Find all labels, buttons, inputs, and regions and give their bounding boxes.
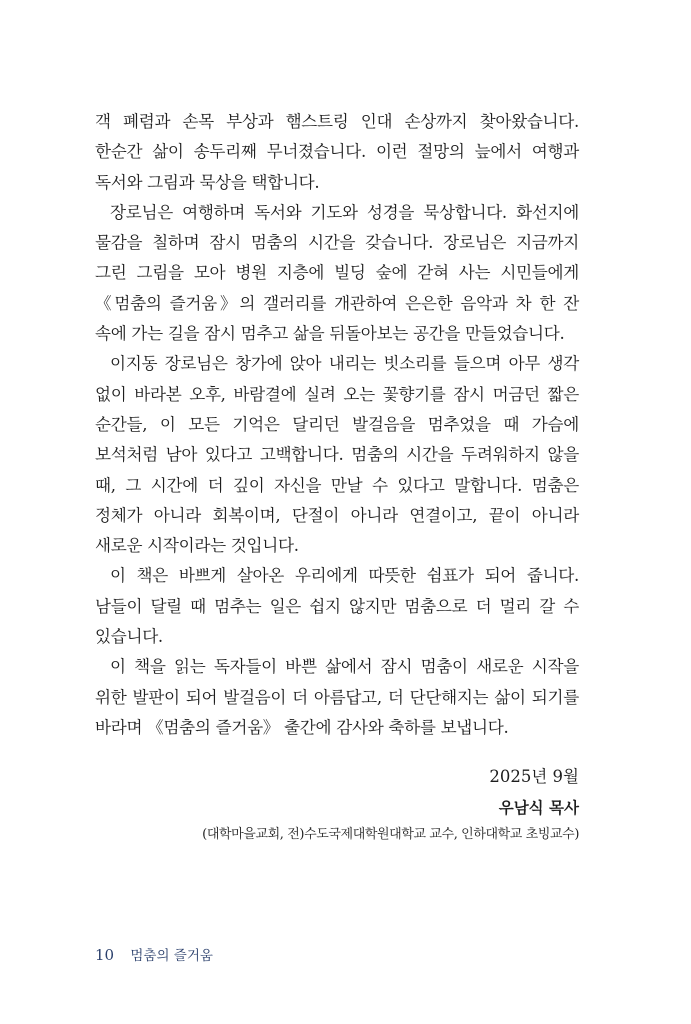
paragraph-2: 장로님은 여행하며 독서와 기도와 성경을 묵상합니다. 화선지에 물감을 칠하며 잠시 멈춤의 시간을 갖습니다. 장로님은 지금까지 그린 그림을 모아 병원 지층에 빌딩 숲에 갇혀 사는 시민들에게 《멈춤의 즐거움》의 갤러리를 개관하여 은은한 음악과 차 한 잔 속에 가는 길을 잠시 멈추고 삶을 뒤돌아보는 공간을 만들었습니다. xyxy=(95,202,579,344)
signature-name: 우남식 목사 xyxy=(498,799,579,817)
signature-affiliation: (대학마을교회, 전)수도국제대학원대학교 교수, 인하대학교 초빙교수) xyxy=(202,827,579,842)
paragraph-4: 이 책은 바쁘게 살아온 우리에게 따뜻한 쉼표가 되어 줍니다. 남들이 달릴 때 멈추는 일은 쉽지 않지만 멈춤으로 더 멀리 갈 수 있습니다. xyxy=(95,566,579,647)
paragraph-5: 이 책을 읽는 독자들이 바쁜 삶에서 잠시 멈춤이 새로운 시작을 위한 발판이 되어 발걸음이 더 아름답고, 더 단단해지는 삶이 되기를 바라며 《멈춤의 즐거움》 출간에 감사와 축하를 보냅니다. xyxy=(95,657,579,737)
body-text xyxy=(95,107,579,743)
page-footer xyxy=(95,944,213,964)
running-title: 멈춤의 즐거움 xyxy=(130,948,213,964)
paragraph-3: 이지동 장로님은 창가에 앉아 내리는 빗소리를 들으며 아무 생각 없이 바라본 오후, 바람결에 실려 오는 꽃향기를 잠시 머금던 짧은 순간들, 이 모든 기억은 달리던 발걸음을 멈추었을 때 가슴에 보석처럼 남아 있다고 고백합니다. 멈춤의 시간을 두려워하지 않을 때, 그 시간에 더 깊이 자신을 만날 수 있다고 말합니다. 멈춤은 정체가 아니라 회복이며, 단절이 아니라 연결이고, 끝이 아니라 새로운 시작이라는 것입니다. xyxy=(95,354,579,556)
signature-date: 2025년 9월 xyxy=(489,767,579,786)
page-number: 10 xyxy=(95,946,115,964)
paragraph-1: 객 폐렴과 손목 부상과 햄스트링 인대 손상까지 찾아왔습니다. 한순간 삶이 송두리째 무너졌습니다. 이런 절망의 늪에서 여행과 독서와 그림과 묵상을 택합니다. xyxy=(95,112,579,192)
signature-block xyxy=(202,762,579,846)
